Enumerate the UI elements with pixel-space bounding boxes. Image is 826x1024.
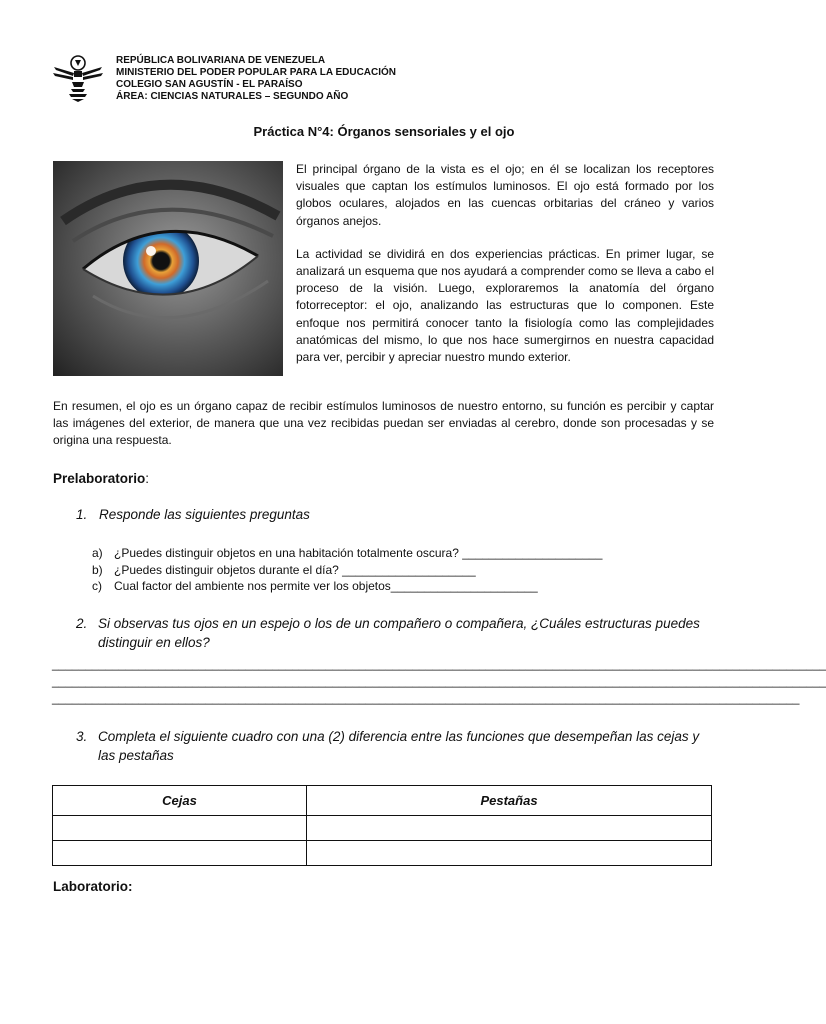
header-line-area: ÁREA: CIENCIAS NATURALES – SEGUNDO AÑO bbox=[116, 91, 349, 102]
institution-header bbox=[116, 55, 396, 103]
comparison-table bbox=[52, 785, 712, 866]
prelab-heading: Prelaboratorio: bbox=[53, 471, 150, 486]
lab-heading: Laboratorio: bbox=[53, 879, 133, 894]
question-3: 3. Completa el siguiente cuadro con una (2) diferencia entre las funciones que desempeñan las cejas y las pestañas bbox=[76, 729, 700, 763]
header-line-school: COLEGIO SAN AGUSTÍN - EL PARAÍSO bbox=[116, 79, 303, 90]
table-row bbox=[53, 816, 712, 841]
question-1: 1. Responde las siguientes preguntas bbox=[76, 507, 310, 522]
column-header-cejas: Cejas bbox=[53, 786, 307, 816]
table-row bbox=[53, 841, 712, 866]
answer-line[interactable]: ____________________________________________________________________________________________________________________ bbox=[52, 657, 826, 671]
table-cell[interactable] bbox=[307, 816, 712, 841]
summary-paragraph: En resumen, el ojo es un órgano capaz de recibir estímulos luminosos de nuestro entorno, su función es percibir y captar las imágenes del exterior, de manera que una vez recibidas puedan ser enviadas al cerebro, donde son procesadas y se origina una respuesta. bbox=[53, 399, 714, 448]
subquestion-item: a) ¿Puedes distinguir objetos en una habitación totalmente oscura? _____________________ bbox=[92, 546, 603, 560]
subquestion-item: c) Cual factor del ambiente nos permite ver los objetos______________________ bbox=[92, 579, 538, 593]
table-cell[interactable] bbox=[307, 841, 712, 866]
intro-text bbox=[296, 161, 714, 382]
answer-line[interactable]: ________________________________________________________________________________________________________________ bbox=[52, 691, 800, 705]
header-line-ministry: MINISTERIO DEL PODER POPULAR PARA LA EDUCACIÓN bbox=[116, 67, 397, 78]
table-cell[interactable] bbox=[53, 816, 307, 841]
answer-lines[interactable] bbox=[52, 656, 826, 707]
page-title: Práctica N°4: Órganos sensoriales y el ojo bbox=[253, 124, 515, 139]
question-1-subitems bbox=[92, 545, 602, 595]
eye-photo bbox=[53, 161, 283, 376]
school-crest-icon bbox=[52, 54, 104, 102]
answer-line[interactable]: ____________________________________________________________________________________________________________________ bbox=[52, 674, 826, 688]
header-line-republic: REPÚBLICA BOLIVARIANA DE VENEZUELA bbox=[116, 55, 326, 66]
column-header-pestanas: Pestañas bbox=[307, 786, 712, 816]
table-header-row bbox=[53, 786, 712, 816]
intro-paragraph: La actividad se dividirá en dos experiencias prácticas. En primer lugar, se analizará un esquema que nos ayudará a comprender como se lleva a cabo el proceso de la visión. Luego, exploraremos la anatomía del órgano fotorreceptor: el ojo, analizando las estructuras que lo componen. Este enfoque nos permitirá conocer tanto la fisiología como las complejidades anatómicas del mismo, lo que nos hace sumergirnos en nuestra capacidad para ver, percibir y apreciar nuestro mundo exterior. bbox=[296, 246, 714, 365]
table-cell[interactable] bbox=[53, 841, 307, 866]
intro-paragraph: El principal órgano de la vista es el ojo; en él se localizan los receptores visuales que captan los estímulos luminosos. El ojo está formado por los globos oculares, alojados en las cuencas orbitarias del cráneo y varios órganos anejos. bbox=[296, 162, 714, 228]
question-2: 2. Si observas tus ojos en un espejo o los de un compañero o compañera, ¿Cuáles estructuras puedes distinguir en ellos? bbox=[76, 616, 700, 650]
subquestion-item: b) ¿Puedes distinguir objetos durante el día? ____________________ bbox=[92, 562, 476, 577]
